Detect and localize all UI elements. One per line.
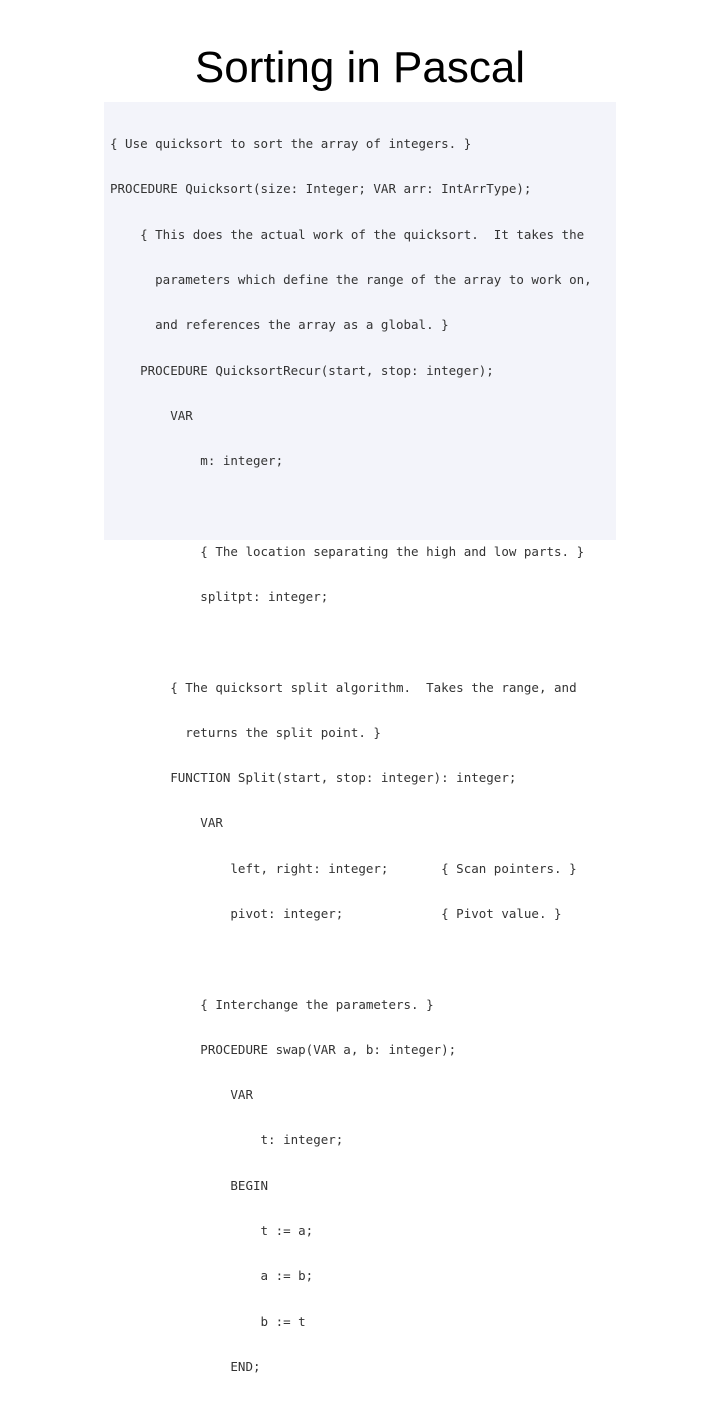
code-line: PROCEDURE swap(VAR a, b: integer);	[110, 1041, 457, 1057]
code-line: PROCEDURE QuicksortRecur(start, stop: integer);	[110, 362, 494, 378]
code-line: parameters which define the range of the array to work on,	[110, 272, 592, 288]
code-line: FUNCTION Split(start, stop: integer): integer;	[110, 770, 517, 786]
code-line	[110, 498, 592, 513]
code-line: splitpt: integer;	[110, 589, 329, 604]
code-line: { The location separating the high and low parts. }	[110, 543, 585, 559]
code-line: VAR	[110, 1087, 253, 1103]
code-line: t := a;	[110, 1222, 314, 1238]
code-line: { Interchange the parameters. }	[110, 996, 434, 1012]
code-line: { The quicksort split algorithm. Takes the range, and	[110, 679, 577, 695]
code-line: left, right: integer; { Scan pointers. }	[110, 860, 577, 876]
code-line: returns the split point. }	[110, 724, 381, 740]
code-block	[110, 106, 592, 1404]
code-line: t: integer;	[110, 1132, 344, 1148]
code-line: END;	[110, 1358, 261, 1374]
code-line	[110, 634, 592, 649]
code-line: VAR	[110, 815, 223, 831]
code-line: VAR	[110, 407, 193, 423]
code-line: and references the array as a global. }	[110, 317, 449, 333]
code-line	[110, 951, 592, 966]
code-line: PROCEDURE Quicksort(size: Integer; VAR arr: IntArrType);	[110, 181, 532, 197]
code-line: BEGIN	[110, 1177, 269, 1193]
code-line: pivot: integer; { Pivot value. }	[110, 905, 562, 921]
code-line: { This does the actual work of the quicksort. It takes the	[110, 226, 585, 242]
code-line: { Use quicksort to sort the array of integers. }	[110, 136, 472, 152]
code-line: a := b;	[110, 1268, 314, 1284]
code-line: m: integer;	[110, 453, 284, 469]
code-line: b := t	[110, 1313, 306, 1329]
slide-title: Sorting in Pascal	[194, 43, 526, 92]
code-listing	[104, 102, 616, 1374]
